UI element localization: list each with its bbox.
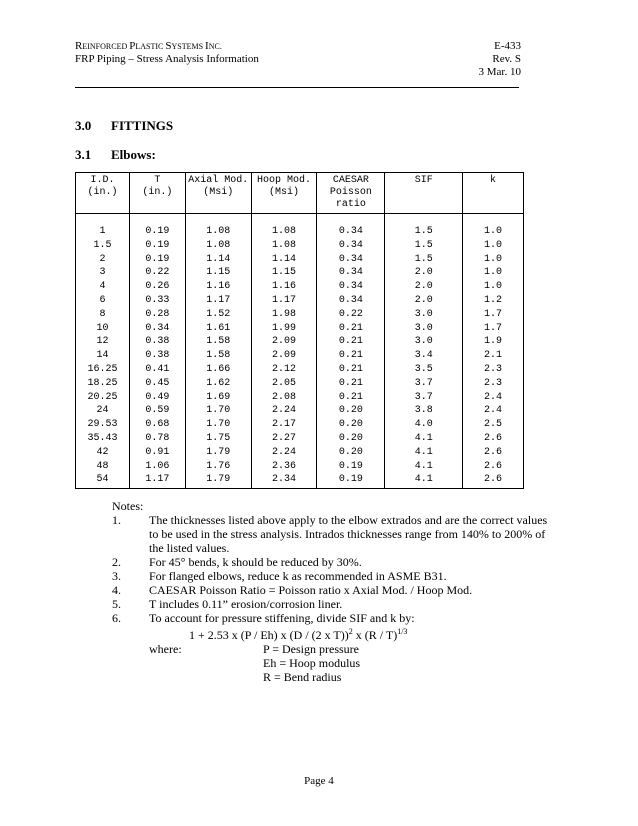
header-divider — [75, 87, 519, 88]
table-cell: 6 — [76, 294, 130, 308]
definition-text: P = Design pressure — [263, 642, 359, 656]
subsection-title: Elbows: — [111, 147, 156, 162]
table-cell: 24 — [76, 404, 130, 418]
table-cell: 1.75 — [185, 432, 251, 446]
table-cell: 42 — [76, 446, 130, 460]
table-cell: 1.61 — [185, 322, 251, 336]
page-number: Page 4 — [304, 775, 334, 787]
table-cell: 3.0 — [385, 308, 463, 322]
table-cell: 0.68 — [129, 418, 185, 432]
definition-text: R = Bend radius — [263, 670, 342, 684]
table-cell: 1.08 — [185, 214, 251, 239]
note-number: 1. — [112, 513, 121, 527]
table-cell: 1.08 — [251, 239, 317, 253]
table-cell: 0.34 — [317, 266, 385, 280]
table-cell: 18.25 — [76, 377, 130, 391]
table-cell: 1.0 — [463, 214, 524, 239]
table-row — [76, 363, 524, 377]
column-header-line — [385, 187, 462, 199]
column-header-line: k — [490, 175, 497, 186]
table-cell: 1.79 — [185, 446, 251, 460]
table-cell: 3.5 — [385, 363, 463, 377]
table-cell: 1.0 — [463, 280, 524, 294]
where-block — [112, 642, 552, 684]
note-text: CAESAR Poisson Ratio = Poisson ratio x Axial Mod. / Hoop Mod. — [149, 583, 473, 597]
subsection-heading — [75, 147, 156, 163]
table-row — [76, 460, 524, 474]
table-row — [76, 418, 524, 432]
table-cell: 2.09 — [251, 349, 317, 363]
note-item — [112, 597, 552, 611]
table-cell: 2.6 — [463, 446, 524, 460]
note-number: 4. — [112, 583, 121, 597]
table-cell: 2 — [76, 253, 130, 267]
table-cell: 1.16 — [251, 280, 317, 294]
column-header-line: Hoop Mod. — [257, 175, 312, 186]
table-cell: 4.0 — [385, 418, 463, 432]
note-number: 3. — [112, 569, 121, 583]
document-header-left — [75, 40, 259, 66]
table-cell: 1.17 — [185, 294, 251, 308]
where-spacer — [112, 656, 223, 670]
table-cell: 1.69 — [185, 391, 251, 405]
table-row — [76, 214, 524, 239]
table-cell: 2.27 — [251, 432, 317, 446]
table-cell: 0.19 — [129, 253, 185, 267]
table-cell: 1.9 — [463, 335, 524, 349]
table-row — [76, 473, 524, 488]
column-header — [463, 173, 524, 214]
table-row — [76, 432, 524, 446]
table-cell: 1.58 — [185, 349, 251, 363]
table-cell: 1.15 — [251, 266, 317, 280]
table-cell: 1.14 — [251, 253, 317, 267]
definition-row — [112, 670, 552, 684]
column-header-line: (in.) — [87, 187, 118, 198]
table-cell: 1.15 — [185, 266, 251, 280]
table-cell: 14 — [76, 349, 130, 363]
section-title: FITTINGS — [111, 118, 174, 133]
table-cell: 0.78 — [129, 432, 185, 446]
document-subtitle: FRP Piping – Stress Analysis Information — [75, 53, 259, 65]
table-row — [76, 349, 524, 363]
table-cell: 2.36 — [251, 460, 317, 474]
column-header-line: CAESAR — [332, 175, 369, 186]
elbow-properties-table — [75, 172, 524, 489]
note-text: For 45° bends, k should be reduced by 30%. — [149, 555, 362, 569]
table-cell: 0.21 — [317, 335, 385, 349]
table-cell: 0.20 — [317, 446, 385, 460]
table-row — [76, 391, 524, 405]
table-row — [76, 253, 524, 267]
table-cell: 0.34 — [317, 253, 385, 267]
table-cell: 1.5 — [385, 239, 463, 253]
table-cell: 0.59 — [129, 404, 185, 418]
table-cell: 2.34 — [251, 473, 317, 488]
table-cell: 2.17 — [251, 418, 317, 432]
table-cell: 12 — [76, 335, 130, 349]
table-cell: 2.08 — [251, 391, 317, 405]
table-cell: 54 — [76, 473, 130, 488]
table-cell: 0.22 — [317, 308, 385, 322]
table-cell: 1.0 — [463, 239, 524, 253]
table-cell: 2.6 — [463, 473, 524, 488]
table-row — [76, 266, 524, 280]
where-label: where: — [149, 642, 182, 656]
table-cell: 0.21 — [317, 322, 385, 336]
definition-text: Eh = Hoop modulus — [263, 656, 361, 670]
note-text: For flanged elbows, reduce k as recommended in ASME B31. — [149, 569, 447, 583]
table-cell: 3 — [76, 266, 130, 280]
column-header-line — [252, 199, 317, 211]
table-row — [76, 322, 524, 336]
table-cell: 2.24 — [251, 404, 317, 418]
column-header-line — [76, 199, 129, 211]
table-cell: 2.1 — [463, 349, 524, 363]
table-cell: 0.20 — [317, 418, 385, 432]
table-cell: 1.52 — [185, 308, 251, 322]
table-cell: 2.6 — [463, 432, 524, 446]
table-row — [76, 377, 524, 391]
table-cell: 1.7 — [463, 308, 524, 322]
table-cell: 1.7 — [463, 322, 524, 336]
table-cell: 0.49 — [129, 391, 185, 405]
table-cell: 2.5 — [463, 418, 524, 432]
table-row — [76, 446, 524, 460]
column-header-line — [463, 187, 523, 199]
company-name: REINFORCED PLASTIC SYSTEMS INC. — [75, 40, 222, 52]
notes-section — [112, 499, 552, 684]
table-cell: 2.3 — [463, 363, 524, 377]
table-cell: 0.45 — [129, 377, 185, 391]
table-cell: 0.21 — [317, 377, 385, 391]
column-header-line: Axial Mod. — [188, 175, 249, 186]
table-cell: 0.20 — [317, 404, 385, 418]
section-number: 3.0 — [75, 118, 92, 133]
table-cell: 0.19 — [317, 473, 385, 488]
table-cell: 1.66 — [185, 363, 251, 377]
table-cell: 0.19 — [129, 214, 185, 239]
table-cell: 0.91 — [129, 446, 185, 460]
notes-title: Notes: — [112, 499, 144, 513]
table-cell: 1.0 — [463, 266, 524, 280]
table-cell: 16.25 — [76, 363, 130, 377]
table-cell: 1.17 — [129, 473, 185, 488]
table-cell: 2.4 — [463, 391, 524, 405]
table-cell: 1.16 — [185, 280, 251, 294]
column-header-line: (in.) — [142, 187, 173, 198]
table-cell: 1.70 — [185, 404, 251, 418]
section-heading — [75, 118, 173, 134]
table-cell: 1.58 — [185, 335, 251, 349]
table-cell: 3.7 — [385, 377, 463, 391]
table-cell: 0.41 — [129, 363, 185, 377]
note-item — [112, 569, 552, 583]
note-number: 2. — [112, 555, 121, 569]
table-cell: 35.43 — [76, 432, 130, 446]
table-cell: 2.6 — [463, 460, 524, 474]
note-number: 6. — [112, 611, 121, 625]
column-header — [317, 173, 385, 214]
definition-row — [112, 642, 552, 656]
table-cell: 1.62 — [185, 377, 251, 391]
note-text: T includes 0.11” erosion/corrosion liner. — [149, 597, 343, 611]
table-cell: 1.14 — [185, 253, 251, 267]
table-cell: 3.4 — [385, 349, 463, 363]
column-header-line — [130, 199, 185, 211]
table-cell: 0.28 — [129, 308, 185, 322]
subsection-number: 3.1 — [75, 147, 92, 162]
table-cell: 1.70 — [185, 418, 251, 432]
note-text: The thicknesses listed above apply to the elbow extrados and are the correct values to be used in the stress analysis. Intrados thicknesses range from 140% to 200% of the listed values. — [149, 513, 548, 555]
table-cell: 20.25 — [76, 391, 130, 405]
note-text: To account for pressure stiffening, divide SIF and k by: — [149, 611, 415, 625]
table-cell: 0.22 — [129, 266, 185, 280]
table-cell: 2.09 — [251, 335, 317, 349]
column-header-line — [385, 199, 462, 211]
formula: 1 + 2.53 x (P / Eh) x (D / (2 x T))$^2$ x (R / T)$^{1/3}$ — [189, 627, 408, 642]
table-row — [76, 335, 524, 349]
table-cell: 0.38 — [129, 349, 185, 363]
table-cell: 1.2 — [463, 294, 524, 308]
table-cell: 0.19 — [129, 239, 185, 253]
column-header-line: Poisson — [329, 187, 372, 198]
table-cell: 4.1 — [385, 446, 463, 460]
table-cell: 3.0 — [385, 335, 463, 349]
table-cell: 2.0 — [385, 280, 463, 294]
table-cell: 1.76 — [185, 460, 251, 474]
table-cell: 0.19 — [317, 460, 385, 474]
table-cell: 0.21 — [317, 349, 385, 363]
column-header — [251, 173, 317, 214]
table-cell: 3.8 — [385, 404, 463, 418]
note-item — [112, 555, 552, 569]
document-number: E-433 — [494, 40, 521, 52]
table-cell: 1.08 — [185, 239, 251, 253]
table-cell: 1.08 — [251, 214, 317, 239]
table-cell: 0.34 — [129, 322, 185, 336]
table-cell: 2.0 — [385, 266, 463, 280]
note-number: 5. — [112, 597, 121, 611]
table-body — [76, 214, 524, 489]
column-header — [185, 173, 251, 214]
document-header-right — [479, 40, 521, 79]
table-cell: 0.20 — [317, 432, 385, 446]
note-item — [112, 583, 552, 597]
table-cell: 4.1 — [385, 473, 463, 488]
column-header-line: (Msi) — [203, 187, 234, 198]
table-cell: 48 — [76, 460, 130, 474]
column-header — [385, 173, 463, 214]
table-cell: 2.4 — [463, 404, 524, 418]
table-cell: 2.12 — [251, 363, 317, 377]
definition-row — [112, 656, 552, 670]
table-cell: 1.79 — [185, 473, 251, 488]
table-cell: 1.5 — [76, 239, 130, 253]
table-cell: 1.5 — [385, 214, 463, 239]
table-header-row — [76, 173, 524, 214]
table-cell: 1.99 — [251, 322, 317, 336]
column-header-line: T — [154, 175, 161, 186]
table-row — [76, 294, 524, 308]
column-header-line: ratio — [335, 199, 366, 210]
column-header-line: I.D. — [90, 175, 115, 186]
table-cell: 2.05 — [251, 377, 317, 391]
document-date: 3 Mar. 10 — [478, 66, 521, 78]
table-cell: 2.3 — [463, 377, 524, 391]
column-header-line — [186, 199, 251, 211]
table-cell: 3.0 — [385, 322, 463, 336]
table-cell: 2.24 — [251, 446, 317, 460]
note-item — [112, 611, 552, 625]
table-row — [76, 280, 524, 294]
column-header-line: (Msi) — [269, 187, 300, 198]
column-header-line: SIF — [414, 175, 433, 186]
where-spacer — [112, 670, 223, 684]
table-cell: 4 — [76, 280, 130, 294]
table-cell: 29.53 — [76, 418, 130, 432]
column-header — [76, 173, 130, 214]
table-cell: 1.17 — [251, 294, 317, 308]
table-cell: 2.0 — [385, 294, 463, 308]
table-cell: 4.1 — [385, 460, 463, 474]
column-header-line — [463, 199, 523, 211]
table-cell: 0.38 — [129, 335, 185, 349]
table-cell: 1.98 — [251, 308, 317, 322]
table-cell: 4.1 — [385, 432, 463, 446]
table-cell: 0.33 — [129, 294, 185, 308]
table-row — [76, 308, 524, 322]
table-cell: 0.34 — [317, 294, 385, 308]
table-cell: 0.34 — [317, 239, 385, 253]
table-cell: 1.0 — [463, 253, 524, 267]
table-row — [76, 239, 524, 253]
notes-list — [112, 513, 552, 625]
table-cell: 1.06 — [129, 460, 185, 474]
note-item — [112, 513, 552, 555]
table-row — [76, 404, 524, 418]
document-revision: Rev. S — [492, 53, 521, 65]
table-cell: 3.7 — [385, 391, 463, 405]
table-cell: 8 — [76, 308, 130, 322]
table-cell: 0.34 — [317, 214, 385, 239]
table-cell: 1 — [76, 214, 130, 239]
table-cell: 0.34 — [317, 280, 385, 294]
table-cell: 1.5 — [385, 253, 463, 267]
table-cell: 10 — [76, 322, 130, 336]
column-header — [129, 173, 185, 214]
table-cell: 0.21 — [317, 363, 385, 377]
table-cell: 0.21 — [317, 391, 385, 405]
table-cell: 0.26 — [129, 280, 185, 294]
